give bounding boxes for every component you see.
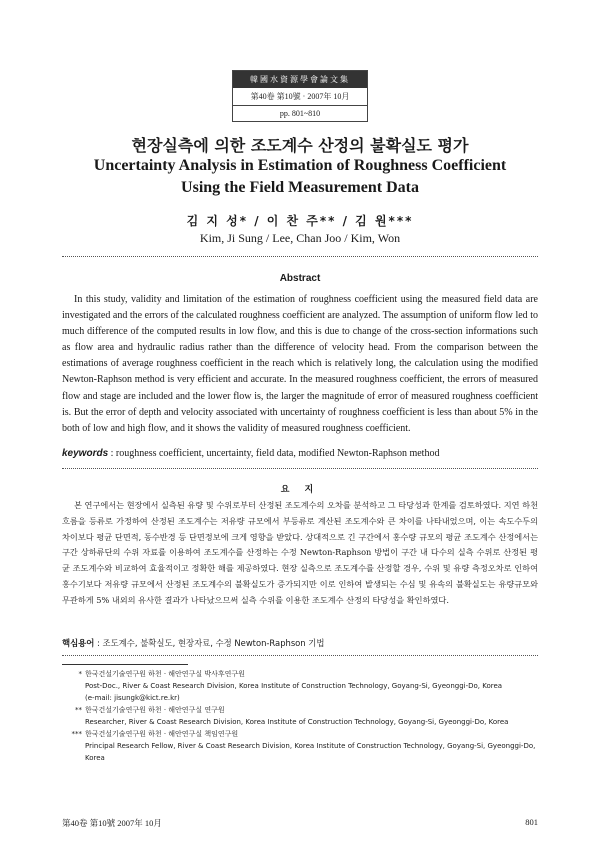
footnote-mark: * xyxy=(78,670,82,678)
abstract-heading: Abstract xyxy=(279,273,321,284)
footnote-line: Principal Research Fellow, River & Coast Research Division, Korea Institute of Construction Technology, Goyang-Si, Gyeonggi-Do, Korea xyxy=(85,742,536,762)
title-english xyxy=(0,155,600,199)
footnote-line: 한국건설기술연구원 하천 · 해안연구실 박사후연구원 xyxy=(85,670,245,678)
footnote-line: 한국건설기술연구원 하천 · 해안연구실 책임연구원 xyxy=(85,730,239,738)
footnote-1 xyxy=(62,668,538,704)
abstract-text: In this study, validity and limitation of the estimation of roughness coefficient using the measured field data are investigated and the errors of the calculated roughness coefficient are analyzed. The assumption of uniform flow led to much difference of the computed results in low flow, and this is due to change of the cross-section informations such as flow area and hydraulic radius rather than the difference of velocity head. From the comparison between the estimations of average roughness coefficient in the reach which is relatively long, the calculation using the modified Newton-Raphson method is very efficient and accurate. In the measured roughness coefficient, the errors of measured flow and stage are included and the lower flow is, the larger the magnitude of error of measured roughness coefficient is. But the error of depth and velocity associated with uncertainty of roughness coefficient is less than about 5% in the both of low and high flow, and it shows the validity of measured roughness coefficient. xyxy=(62,294,538,434)
korean-keywords-text: : 조도계수, 불확실도, 현장자료, 수정 Newton-Raphson 기법 xyxy=(94,638,325,648)
footnote-line: Researcher, River & Coast Research Division, Korea Institute of Construction Technology, Goyang-Si, Gyeonggi-Do, Korea xyxy=(85,718,509,726)
footnote-mark: ** xyxy=(75,706,82,714)
title-english-line-2: Using the Field Measurement Data xyxy=(181,179,419,196)
title-korean: 현장실측에 의한 조도계수 산정의 불확실도 평가 xyxy=(131,136,469,155)
korean-abstract-heading: 요 지 xyxy=(280,485,320,495)
journal-volume-issue: 第40卷 第10號 · 2007年 10月 xyxy=(233,88,367,106)
korean-keywords-line xyxy=(62,637,538,649)
authors-english: Kim, Ji Sung / Lee, Chan Joo / Kim, Won xyxy=(199,231,401,245)
journal-info-box xyxy=(232,70,368,122)
page-number: 801 xyxy=(525,817,538,827)
footnote-line: 한국건설기술연구원 하천 · 해안연구실 연구원 xyxy=(85,706,225,714)
divider-keywords xyxy=(62,468,538,469)
divider-top xyxy=(62,256,538,257)
footnote-rule xyxy=(62,664,188,665)
footnote-2 xyxy=(62,704,538,728)
footnote-line: Post-Doc., River & Coast Research Division, Korea Institute of Construction Technology, Goyang-Si, Gyeonggi-Do, Korea xyxy=(85,682,503,690)
footnote-mark: *** xyxy=(71,730,82,738)
keywords-text: : roughness coefficient, uncertainty, field data, modified Newton-Raphson method xyxy=(108,448,440,459)
keywords-line xyxy=(62,448,538,459)
footnote-3 xyxy=(62,728,538,764)
divider-bottom xyxy=(62,655,538,656)
footnote-line: (e-mail: jisungk@kict.re.kr) xyxy=(85,694,180,702)
journal-pages: pp. 801~810 xyxy=(279,109,321,118)
korean-keywords-label: 핵심용어 xyxy=(62,638,95,648)
journal-name: 韓國水資源學會論文集 xyxy=(233,71,367,88)
title-english-line-1: Uncertainty Analysis in Estimation of Roughness Coefficient xyxy=(93,157,507,174)
keywords-label: keywords xyxy=(62,448,109,459)
korean-abstract-text: 본 연구에서는 현장에서 실측된 유량 및 수위로부터 산정된 조도계수의 오차를 분석하고 그 타당성과 한계를 검토하였다. 지연 하천흐름을 등류로 가정하여 산정된 조도계수는 저유량 규모에서 부등류로 계산된 조도계수와 큰 차이를 나타내었으며, 이는 속도수두의 차이보다 평균 단면적, 동수반경 등 단면정보에 크게 영향을 받았다. 상대적으로 긴 구간에서 홍수량 규모의 평균 조도계수 산정에서는 구간 상하류단의 수위 자료를 이용하여 조도계수를 산정하는 수정 Newton-Raphson 방법이 구간 내 다수의 실측 수위로 산정된 평균 조도계수와 비교하여 효율적이고 정확한 해를 제공하였다. 현장 실측으로 조도계수를 산정할 경우, 수위 및 유량 측정오차로 인하여 홍수기보다 저유량 규모에서 산정된 조도계수의 불확실도가 증가되지만 이로 인하여 발생되는 수심 및 유속의 불확실도는 유량규모와 무관하게 5% 내외의 유사한 결과가 나타났으므써 실측 수위를 이용한 조도계수 산정의 타당성을 확인하였다. xyxy=(62,500,538,605)
footnotes xyxy=(62,668,538,764)
authors-korean: 김 지 성* / 이 찬 주** / 김 원*** xyxy=(186,214,414,228)
footer-journal-issue: 第40卷 第10號 2007年 10月 xyxy=(62,818,162,828)
